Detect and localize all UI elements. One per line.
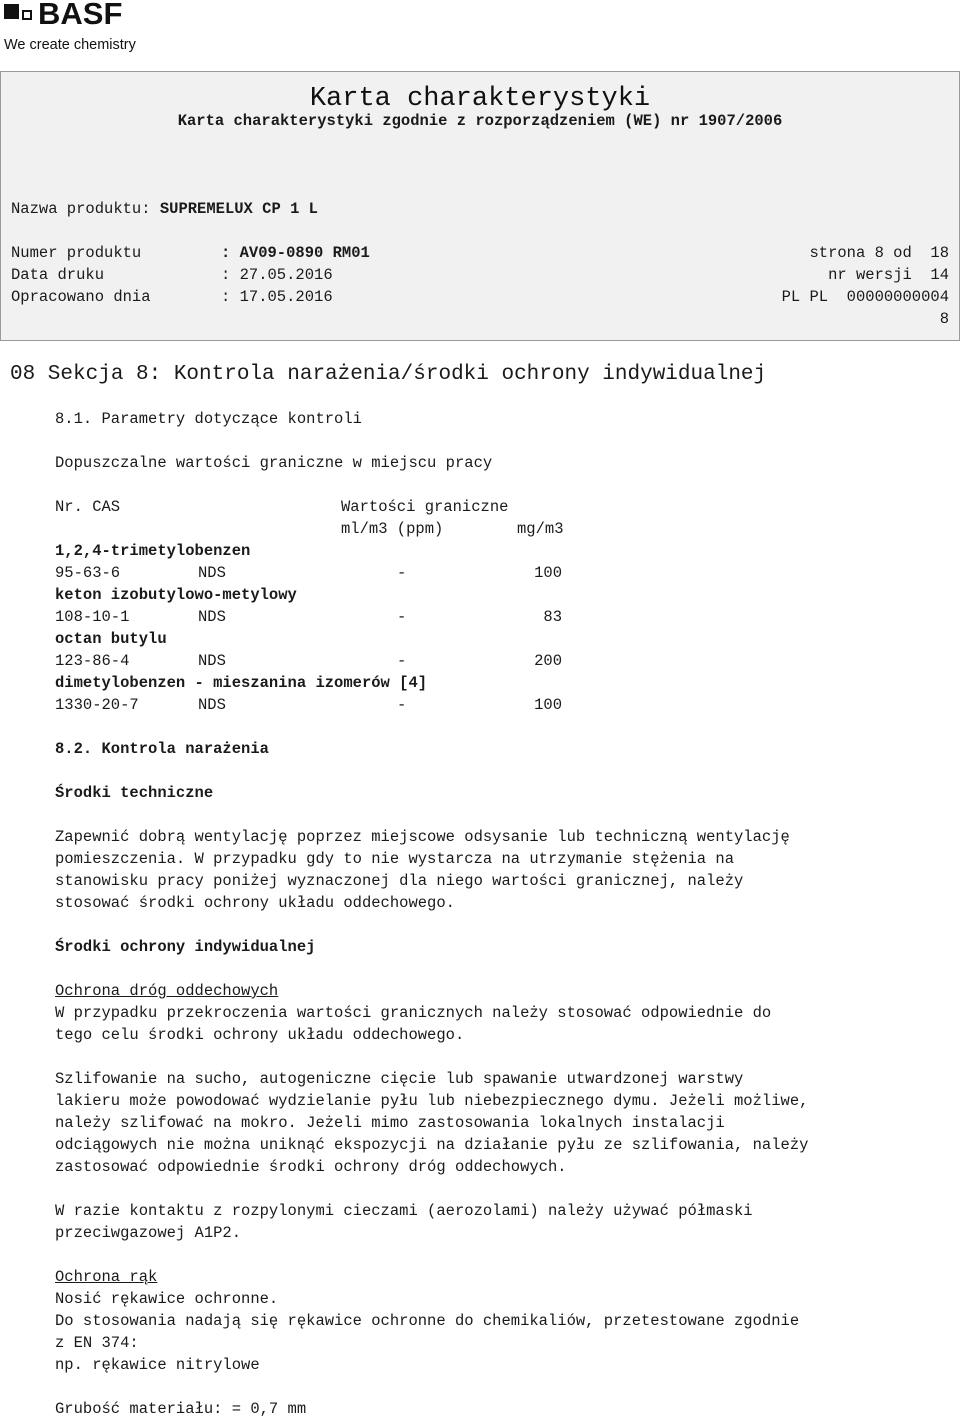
paragraph-line: Do stosowania nadają się rękawice ochronne do chemikaliów, przetestowane zgodnie xyxy=(55,1312,800,1330)
substance-cas: 108-10-1 xyxy=(55,608,130,626)
document-subtitle: Karta charakterystyki zgodnie z rozporządzeniem (WE) nr 1907/2006 xyxy=(177,112,783,130)
paragraph-line: tego celu środki ochrony układu oddechowego. xyxy=(55,1026,465,1044)
section-title: 08 Sekcja 8: Kontrola narażenia/środki ochrony indywidualnej xyxy=(10,363,767,386)
print-date: : 27.05.2016 xyxy=(221,266,333,284)
paragraph-line: Zapewnić dobrą wentylację poprzez miejscowe odsysanie lub techniczną wentylację xyxy=(55,828,790,846)
prepared-label: Opracowano dnia xyxy=(11,288,151,306)
substance-name: octan butylu xyxy=(55,630,167,648)
paragraph-line: W przypadku przekroczenia wartości granicznych należy stosować odpowiednie do xyxy=(55,1004,772,1022)
version-number: nr wersji 14 xyxy=(828,266,949,284)
limit-mg: 200 xyxy=(534,652,562,670)
print-date-label: Data druku xyxy=(11,266,105,284)
limit-type: NDS xyxy=(198,564,226,582)
document-code: PL PL 00000000004 xyxy=(781,288,949,306)
paragraph-line: odciągowych nie można uniknąć ekspozycji na działanie pyłu ze szlifowania, należy xyxy=(55,1136,809,1154)
paragraph-line: z EN 374: xyxy=(55,1334,139,1352)
limit-type: NDS xyxy=(198,696,226,714)
paragraph-line: Szlifowanie na sucho, autogeniczne cięcie lub spawanie utwardzonej warstwy xyxy=(55,1070,744,1088)
technical-measures-heading: Środki techniczne xyxy=(55,784,214,802)
basf-tagline: We create chemistry xyxy=(4,37,136,53)
paragraph-line: przeciwgazowej A1P2. xyxy=(55,1224,242,1242)
ppe-heading: Środki ochrony indywidualnej xyxy=(55,938,316,956)
subsection-8-1-title: 8.1. Parametry dotyczące kontroli xyxy=(55,410,362,428)
table-header-limits: Wartości graniczne xyxy=(341,498,509,516)
document-header xyxy=(0,71,960,341)
limit-type: NDS xyxy=(198,652,226,670)
substance-cas: 123-86-4 xyxy=(55,652,130,670)
limit-mg: 100 xyxy=(534,696,562,714)
substance-name: 1,2,4-trimetylobenzen xyxy=(55,542,251,560)
paragraph-line: zastosować odpowiednie środki ochrony dróg oddechowych. xyxy=(55,1158,567,1176)
limit-type: NDS xyxy=(198,608,226,626)
document-title: Karta charakterystyki xyxy=(309,84,651,114)
substance-cas: 95-63-6 xyxy=(55,564,121,582)
paragraph-line: Nosić rękawice ochronne. xyxy=(55,1290,279,1308)
basf-logo-text: BASF xyxy=(38,0,123,31)
table-header-cas: Nr. CAS xyxy=(55,498,121,516)
limit-ppm: - xyxy=(397,652,407,670)
page-counter: strona 8 od 18 xyxy=(809,244,949,262)
respiratory-protection-heading: Ochrona dróg oddechowych xyxy=(55,982,279,1000)
paragraph-line: lakieru może powodować wydzielanie pyłu lub niebezpiecznego dymu. Jeżeli możliwe, xyxy=(55,1092,809,1110)
paragraph-line: stosować środki ochrony układu oddechowego. xyxy=(55,894,455,912)
limit-ppm: - xyxy=(397,608,407,626)
paragraph-line: należy szlifować na mokro. Jeżeli mimo zastosowania lokalnych instalacji xyxy=(55,1114,725,1132)
hand-protection-heading: Ochrona rąk xyxy=(55,1268,158,1286)
paragraph-line: np. rękawice nitrylowe xyxy=(55,1356,260,1374)
table-header-ppm: ml/m3 (ppm) xyxy=(341,520,444,538)
limit-ppm: - xyxy=(397,564,407,582)
paragraph-line: pomieszczenia. W przypadku gdy to nie wystarcza na utrzymanie stężenia na xyxy=(55,850,735,868)
table-header-mg: mg/m3 xyxy=(517,520,564,538)
product-name-row xyxy=(11,200,318,218)
subsection-8-2-title: 8.2. Kontrola narażenia xyxy=(55,740,269,758)
prepared-date: : 17.05.2016 xyxy=(221,288,333,306)
substance-name: keton izobutylowo-metylowy xyxy=(55,586,297,604)
substance-cas: 1330-20-7 xyxy=(55,696,139,714)
product-name: SUPREMELUX CP 1 L xyxy=(159,200,318,218)
material-thickness: Grubość materiału: = 0,7 mm xyxy=(55,1400,307,1418)
paragraph-line: stanowisku pracy poniżej wyznaczonej dla niego wartości granicznej, należy xyxy=(55,872,744,890)
document-code-suffix: 8 xyxy=(939,310,949,328)
product-name-label: Nazwa produktu: xyxy=(11,200,151,218)
limit-mg: 83 xyxy=(543,608,562,626)
substance-name: dimetylobenzen - mieszanina izomerów [4] xyxy=(55,674,428,692)
paragraph-line: W razie kontaktu z rozpylonymi cieczami (aerozolami) należy używać półmaski xyxy=(55,1202,753,1220)
product-number: : AV09-0890 RM01 xyxy=(221,244,370,262)
limits-heading: Dopuszczalne wartości graniczne w miejscu pracy xyxy=(55,454,493,472)
limit-mg: 100 xyxy=(534,564,562,582)
basf-logo-mark xyxy=(4,1,34,25)
limit-ppm: - xyxy=(397,696,407,714)
product-number-label: Numer produktu xyxy=(11,244,142,262)
